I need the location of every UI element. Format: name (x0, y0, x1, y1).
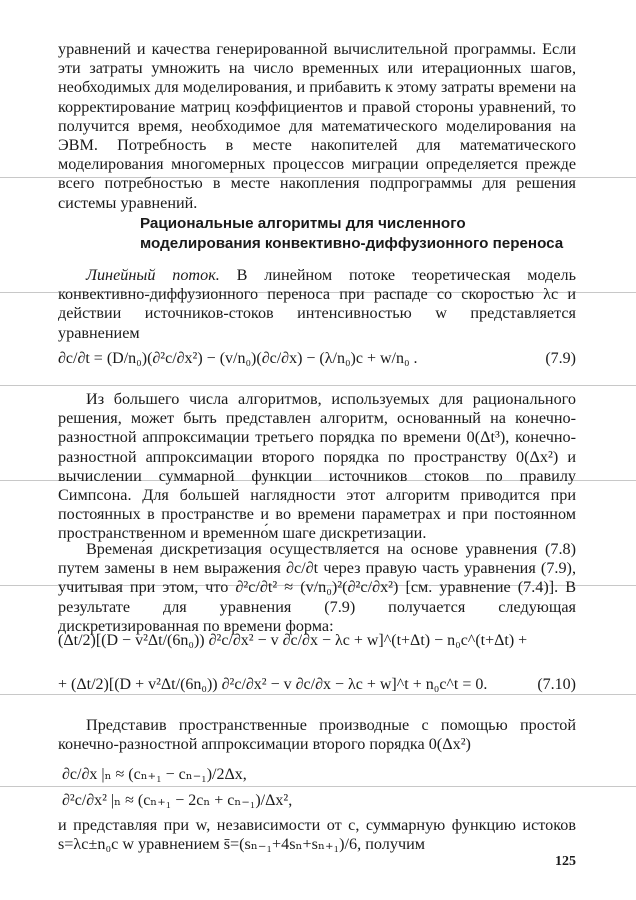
paragraph-6: и представляя при w, независимости от c, суммарную функцию истоков s=λc±n₀c w уравнением s̄=(sₙ₋₁+4sₙ+sₙ₊₁)/6, получим (58, 816, 576, 854)
equation-7-9: ∂c/∂t = (D/n₀)(∂²c/∂x²) − (v/n₀)(∂c/∂x) − (λ/n₀)c + w/n₀ . (58, 350, 418, 367)
section-heading-line-2: моделирования конвективно-диффузионного переноса (140, 235, 564, 252)
page-number: 125 (555, 854, 576, 869)
paragraph-4: Времена́я дискретизация осуществляется на основе уравнения (7.8) путем замены в нем выражения ∂c/∂t через правую часть уравнения (7.9), учитывая при этом, что ∂²c/∂t² ≈ (v/n₀)²(∂²c/∂x²) [см. уравнение (7.4)]. В результате для уравнения (7.9) получается следующая дискретизированная по времени форма: (58, 540, 576, 635)
paragraph-2-body: В линейном потоке теоретическая модель конвективно-диффузионного переноса при распаде со скоростью λc и действии источников-стоков интенсивностью w представляется уравнением (58, 266, 576, 342)
paragraph-2-lead: Линейный поток. (86, 266, 220, 284)
paragraph-5: Представив пространственные производные с помощью простой конечно-разностной аппроксимации второго порядка 0(Δx²) (58, 716, 576, 754)
paragraph-3: Из большего числа алгоритмов, используемых для рационального решения, может быть представлен алгоритм, основанный на конечно-разностной аппроксимации третьего порядка по времени 0(Δt³), конечно-разностной аппроксимации второго порядка по пространству 0(Δx²) и вычислении суммарной функции источников стоков по правилу Симпсона. Для большей наглядности этот алгоритм приводится при постоянных в пространстве и во времени параметрах и при постоянном пространственном и временно́м шаге дискретизации. (58, 390, 576, 543)
scan-rule (0, 786, 636, 787)
equation-7-10-line-1: (Δt/2)[(D − v²Δt/(6n₀)) ∂²c/∂x² − v ∂c/∂x − λc + w]^(t+Δt) − n₀c^(t+Δt) + (58, 632, 528, 649)
equation-7-10-number: (7.10) (537, 676, 576, 693)
equation-first-derivative: ∂c/∂x |ₙ ≈ (cₙ₊₁ − cₙ₋₁)/2Δx, (62, 766, 247, 783)
paragraph-2 (58, 266, 576, 343)
scan-rule (0, 694, 636, 695)
paragraph-1: уравнений и качества генерированной вычислительной программы. Если эти затраты умножить на число временных или итерационных шагов, необходимых для моделирования, и прибавить к этому затраты времени на корректирование матриц коэффициентов и правой стороны уравнений, то получится время, необходимое для математического моделирования на ЭВМ. Потребность в месте накопителей для математического моделирования многомерных процессов миграции определяется прежде всего потребностью в месте накопления подпрограммы для решения системы уравнений. (58, 40, 576, 212)
section-heading-line-1: Рациональные алгоритмы для численного (140, 215, 466, 232)
scan-rule (0, 385, 636, 386)
equation-second-derivative: ∂²c/∂x² |ₙ ≈ (cₙ₊₁ − 2cₙ + cₙ₋₁)/Δx², (62, 792, 293, 809)
equation-7-10-line-2: + (Δt/2)[(D + v²Δt/(6n₀)) ∂²c/∂x² − v ∂c/∂x − λc + w]^t + n₀c^t = 0. (58, 676, 488, 693)
equation-7-9-number: (7.9) (545, 350, 576, 367)
